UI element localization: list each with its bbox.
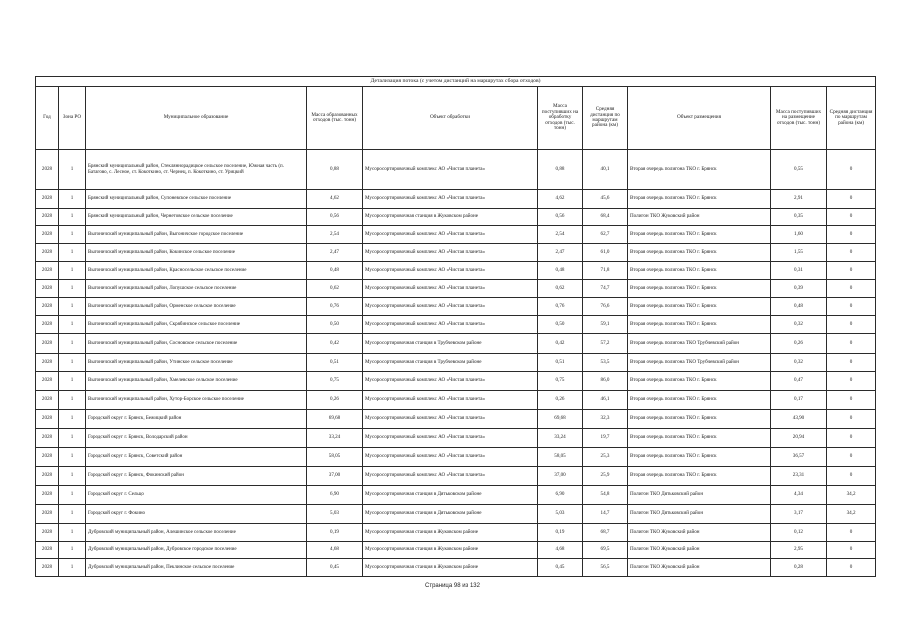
cell-avg-distance-disposal: 34,2	[827, 486, 876, 505]
cell-municipality: Дубровский муниципальный район, Алешинское сельское поселение	[86, 524, 307, 542]
header-municipality: Муниципальное образование	[86, 87, 307, 150]
cell-mass-to-treatment: 0,26	[538, 391, 583, 410]
cell-mass-generated: 4,68	[307, 542, 363, 559]
cell-mass-generated: 0,42	[307, 334, 363, 354]
cell-avg-distance-disposal: 0	[827, 429, 876, 448]
cell-disposal-object: Вторая очередь полигона ТКО г. Брянск	[628, 429, 771, 448]
cell-avg-distance-disposal: 0	[827, 334, 876, 354]
cell-municipality: Выгоничский муниципальный район, Лопушское сельское поселение	[86, 280, 307, 298]
cell-zone: 1	[59, 280, 86, 298]
cell-mass-to-treatment: 0,62	[538, 280, 583, 298]
cell-municipality: Выгоничский муниципальный район, Утинское сельское поселение	[86, 354, 307, 372]
waste-flow-table	[35, 76, 876, 577]
cell-mass-to-treatment: 0,76	[538, 298, 583, 316]
cell-mass-generated: 33,24	[307, 429, 363, 448]
cell-avg-distance-treatment: 40,1	[583, 150, 628, 190]
cell-avg-distance-disposal: 0	[827, 190, 876, 209]
cell-mass-to-disposal: 43,90	[771, 410, 827, 429]
cell-zone: 1	[59, 298, 86, 316]
cell-treatment-object: Мусоросортировочная станция в Жуковском районе	[363, 524, 538, 542]
cell-mass-to-disposal: 2,91	[771, 190, 827, 209]
cell-municipality: Брянский муниципальный район, Чернетовское сельское поселение	[86, 209, 307, 226]
cell-zone: 1	[59, 354, 86, 372]
table-row	[36, 524, 876, 542]
cell-avg-distance-treatment: 25,3	[583, 448, 628, 467]
cell-mass-to-treatment: 0,51	[538, 354, 583, 372]
cell-treatment-object: Мусоросортировочная станция в Жуковском районе	[363, 559, 538, 577]
cell-treatment-object: Мусоросортировочная станция в Жуковском районе	[363, 209, 538, 226]
cell-mass-to-treatment: 4,68	[538, 542, 583, 559]
table-row	[36, 209, 876, 226]
header-avg-distance-disposal: Средняя дистанция по маршрутам района (км)	[827, 87, 876, 150]
cell-municipality: Выгоничский муниципальный район, Орменское сельское поселение	[86, 298, 307, 316]
cell-treatment-object: Мусоросортировочный комплекс АО «Чистая планета»	[363, 190, 538, 209]
cell-avg-distance-treatment: 74,7	[583, 280, 628, 298]
cell-mass-generated: 0,48	[307, 262, 363, 280]
header-mass-generated: Масса образованных отходов (тыс. тонн)	[307, 87, 363, 150]
cell-year: 2028	[36, 542, 59, 559]
cell-municipality: Городской округ г. Сельцо	[86, 486, 307, 505]
cell-municipality: Выгоничский муниципальный район, Кокинское сельское поселение	[86, 244, 307, 262]
cell-year: 2028	[36, 150, 59, 190]
cell-mass-generated: 4,62	[307, 190, 363, 209]
cell-municipality: Выгоничский муниципальный район, Красносельское сельское поселение	[86, 262, 307, 280]
table-row	[36, 486, 876, 505]
cell-zone: 1	[59, 244, 86, 262]
header-disposal-object: Объект размещения	[628, 87, 771, 150]
cell-avg-distance-treatment: 54,8	[583, 486, 628, 505]
cell-municipality: Брянский муниципальный район, Супоневское сельское поселение	[86, 190, 307, 209]
cell-avg-distance-disposal: 0	[827, 262, 876, 280]
cell-year: 2028	[36, 467, 59, 486]
cell-avg-distance-treatment: 46,1	[583, 391, 628, 410]
cell-municipality: Выгоничский муниципальный район, Скрябинское сельское поселение	[86, 316, 307, 334]
cell-avg-distance-disposal: 0	[827, 150, 876, 190]
cell-mass-to-treatment: 33,24	[538, 429, 583, 448]
cell-avg-distance-treatment: 32,3	[583, 410, 628, 429]
cell-avg-distance-treatment: 71,8	[583, 262, 628, 280]
cell-avg-distance-disposal: 0	[827, 559, 876, 577]
cell-treatment-object: Мусоросортировочная станция в Трубчевском районе	[363, 334, 538, 354]
cell-mass-generated: 2,54	[307, 226, 363, 244]
cell-mass-to-disposal: 0,47	[771, 372, 827, 391]
cell-disposal-object: Полигон ТКО Дятьковский район	[628, 505, 771, 524]
cell-avg-distance-disposal: 0	[827, 410, 876, 429]
table-row	[36, 410, 876, 429]
cell-mass-generated: 0,50	[307, 316, 363, 334]
cell-avg-distance-disposal: 0	[827, 226, 876, 244]
cell-zone: 1	[59, 372, 86, 391]
cell-mass-to-treatment: 2,47	[538, 244, 583, 262]
cell-mass-to-disposal: 4,34	[771, 486, 827, 505]
cell-mass-to-disposal: 1,60	[771, 226, 827, 244]
cell-mass-generated: 0,88	[307, 150, 363, 190]
header-avg-distance-treatment: Средняя дистанция по маршрутам района (км)	[583, 87, 628, 150]
cell-disposal-object: Вторая очередь полигона ТКО г. Брянск	[628, 316, 771, 334]
cell-avg-distance-disposal: 0	[827, 316, 876, 334]
cell-avg-distance-treatment: 14,7	[583, 505, 628, 524]
cell-avg-distance-treatment: 68,7	[583, 524, 628, 542]
cell-zone: 1	[59, 391, 86, 410]
cell-mass-to-treatment: 69,68	[538, 410, 583, 429]
cell-year: 2028	[36, 486, 59, 505]
cell-treatment-object: Мусоросортировочный комплекс АО «Чистая планета»	[363, 448, 538, 467]
cell-mass-generated: 2,47	[307, 244, 363, 262]
cell-mass-to-treatment: 5,03	[538, 505, 583, 524]
cell-mass-to-treatment: 2,54	[538, 226, 583, 244]
cell-year: 2028	[36, 559, 59, 577]
cell-avg-distance-treatment: 68,4	[583, 209, 628, 226]
cell-mass-to-disposal: 0,28	[771, 559, 827, 577]
cell-year: 2028	[36, 280, 59, 298]
table-row	[36, 448, 876, 467]
cell-avg-distance-disposal: 0	[827, 209, 876, 226]
cell-year: 2028	[36, 298, 59, 316]
cell-disposal-object: Полигон ТКО Жуковский район	[628, 559, 771, 577]
cell-mass-to-disposal: 0,55	[771, 150, 827, 190]
cell-mass-to-disposal: 0,32	[771, 316, 827, 334]
cell-mass-generated: 37,00	[307, 467, 363, 486]
cell-avg-distance-treatment: 59,1	[583, 316, 628, 334]
cell-treatment-object: Мусоросортировочный комплекс АО «Чистая планета»	[363, 150, 538, 190]
table-row	[36, 316, 876, 334]
cell-treatment-object: Мусоросортировочный комплекс АО «Чистая планета»	[363, 226, 538, 244]
cell-avg-distance-treatment: 19,7	[583, 429, 628, 448]
cell-mass-to-disposal: 0,31	[771, 262, 827, 280]
table-row	[36, 354, 876, 372]
cell-mass-generated: 0,19	[307, 524, 363, 542]
cell-treatment-object: Мусоросортировочный комплекс АО «Чистая планета»	[363, 298, 538, 316]
cell-treatment-object: Мусоросортировочный комплекс АО «Чистая планета»	[363, 391, 538, 410]
cell-avg-distance-disposal: 0	[827, 391, 876, 410]
cell-zone: 1	[59, 542, 86, 559]
table-row	[36, 262, 876, 280]
cell-zone: 1	[59, 226, 86, 244]
cell-mass-to-treatment: 0,45	[538, 559, 583, 577]
cell-municipality: Городской округ г. Брянск, Фокинский район	[86, 467, 307, 486]
cell-year: 2028	[36, 316, 59, 334]
cell-mass-to-treatment: 0,88	[538, 150, 583, 190]
table-row	[36, 467, 876, 486]
cell-year: 2028	[36, 372, 59, 391]
cell-treatment-object: Мусоросортировочная станция в Дятьковском районе	[363, 505, 538, 524]
table-row	[36, 334, 876, 354]
cell-municipality: Городской округ г. Фокино	[86, 505, 307, 524]
cell-zone: 1	[59, 262, 86, 280]
table-caption: Детализация потока (с учетом дистанций на маршрутах сбора отходов)	[36, 77, 876, 87]
cell-mass-generated: 0,51	[307, 354, 363, 372]
cell-year: 2028	[36, 262, 59, 280]
table-body	[36, 150, 876, 577]
cell-avg-distance-disposal: 0	[827, 542, 876, 559]
table-row	[36, 542, 876, 559]
table-row	[36, 298, 876, 316]
cell-mass-to-disposal: 0,32	[771, 354, 827, 372]
table-row	[36, 190, 876, 209]
cell-disposal-object: Вторая очередь полигона ТКО Трубчевский район	[628, 334, 771, 354]
cell-mass-generated: 0,75	[307, 372, 363, 391]
header-zone: Зона РО	[59, 87, 86, 150]
cell-avg-distance-disposal: 0	[827, 244, 876, 262]
table-row	[36, 505, 876, 524]
cell-disposal-object: Полигон ТКО Жуковский район	[628, 524, 771, 542]
cell-treatment-object: Мусоросортировочный комплекс АО «Чистая планета»	[363, 410, 538, 429]
cell-mass-to-disposal: 3,17	[771, 505, 827, 524]
cell-mass-to-treatment: 0,50	[538, 316, 583, 334]
cell-municipality: Выгоничский муниципальный район, Хмелевское сельское поселение	[86, 372, 307, 391]
cell-zone: 1	[59, 410, 86, 429]
cell-mass-to-treatment: 0,56	[538, 209, 583, 226]
cell-treatment-object: Мусоросортировочный комплекс АО «Чистая планета»	[363, 467, 538, 486]
table-row	[36, 280, 876, 298]
cell-municipality: Городской округ г. Брянск, Бежицкий район	[86, 410, 307, 429]
cell-avg-distance-treatment: 45,6	[583, 190, 628, 209]
cell-avg-distance-disposal: 0	[827, 448, 876, 467]
table-row	[36, 244, 876, 262]
cell-disposal-object: Вторая очередь полигона ТКО г. Брянск	[628, 391, 771, 410]
cell-mass-to-treatment: 58,05	[538, 448, 583, 467]
cell-zone: 1	[59, 486, 86, 505]
cell-avg-distance-treatment: 86,0	[583, 372, 628, 391]
cell-year: 2028	[36, 334, 59, 354]
cell-mass-to-disposal: 0,26	[771, 334, 827, 354]
cell-disposal-object: Вторая очередь полигона ТКО г. Брянск	[628, 448, 771, 467]
cell-avg-distance-disposal: 0	[827, 280, 876, 298]
cell-municipality: Городской округ г. Брянск, Советский район	[86, 448, 307, 467]
cell-zone: 1	[59, 505, 86, 524]
cell-year: 2028	[36, 448, 59, 467]
cell-mass-generated: 0,62	[307, 280, 363, 298]
cell-treatment-object: Мусоросортировочный комплекс АО «Чистая планета»	[363, 262, 538, 280]
cell-mass-to-disposal: 36,57	[771, 448, 827, 467]
cell-disposal-object: Полигон ТКО Жуковский район	[628, 209, 771, 226]
cell-municipality: Дубровский муниципальный район, Пеклинское сельское поселение	[86, 559, 307, 577]
cell-mass-generated: 0,45	[307, 559, 363, 577]
header-treatment-object: Объект обработки	[363, 87, 538, 150]
cell-zone: 1	[59, 467, 86, 486]
header-mass-to-disposal: Масса поступивших на размещение отходов (тыс. тонн)	[771, 87, 827, 150]
cell-disposal-object: Вторая очередь полигона ТКО г. Брянск	[628, 298, 771, 316]
cell-zone: 1	[59, 209, 86, 226]
cell-disposal-object: Вторая очередь полигона ТКО Трубчевский район	[628, 354, 771, 372]
cell-mass-to-disposal: 20,94	[771, 429, 827, 448]
cell-zone: 1	[59, 448, 86, 467]
cell-disposal-object: Вторая очередь полигона ТКО г. Брянск	[628, 150, 771, 190]
cell-zone: 1	[59, 524, 86, 542]
cell-mass-generated: 5,03	[307, 505, 363, 524]
cell-mass-to-treatment: 0,42	[538, 334, 583, 354]
cell-year: 2028	[36, 410, 59, 429]
cell-disposal-object: Вторая очередь полигона ТКО г. Брянск	[628, 190, 771, 209]
cell-mass-to-treatment: 0,75	[538, 372, 583, 391]
cell-treatment-object: Мусоросортировочный комплекс АО «Чистая планета»	[363, 316, 538, 334]
table-row	[36, 391, 876, 410]
cell-year: 2028	[36, 226, 59, 244]
cell-treatment-object: Мусоросортировочная станция в Жуковском районе	[363, 542, 538, 559]
cell-disposal-object: Вторая очередь полигона ТКО г. Брянск	[628, 410, 771, 429]
cell-mass-to-treatment: 0,48	[538, 262, 583, 280]
cell-mass-generated: 6,90	[307, 486, 363, 505]
cell-mass-generated: 0,26	[307, 391, 363, 410]
cell-zone: 1	[59, 559, 86, 577]
cell-zone: 1	[59, 316, 86, 334]
cell-municipality: Дубровский муниципальный район, Дубровское городское поселение	[86, 542, 307, 559]
cell-mass-to-treatment: 4,62	[538, 190, 583, 209]
cell-mass-to-disposal: 0,35	[771, 209, 827, 226]
cell-treatment-object: Мусоросортировочный комплекс АО «Чистая планета»	[363, 280, 538, 298]
cell-avg-distance-treatment: 53,5	[583, 354, 628, 372]
cell-disposal-object: Вторая очередь полигона ТКО г. Брянск	[628, 280, 771, 298]
cell-year: 2028	[36, 505, 59, 524]
header-year: Год	[36, 87, 59, 150]
cell-mass-to-disposal: 23,31	[771, 467, 827, 486]
cell-avg-distance-disposal: 0	[827, 467, 876, 486]
table-row	[36, 372, 876, 391]
cell-treatment-object: Мусоросортировочный комплекс АО «Чистая планета»	[363, 244, 538, 262]
cell-year: 2028	[36, 391, 59, 410]
table-row	[36, 226, 876, 244]
cell-disposal-object: Вторая очередь полигона ТКО г. Брянск	[628, 226, 771, 244]
cell-zone: 1	[59, 150, 86, 190]
cell-avg-distance-disposal: 0	[827, 372, 876, 391]
cell-disposal-object: Вторая очередь полигона ТКО г. Брянск	[628, 244, 771, 262]
cell-avg-distance-treatment: 62,7	[583, 226, 628, 244]
table-row	[36, 559, 876, 577]
cell-year: 2028	[36, 354, 59, 372]
cell-zone: 1	[59, 429, 86, 448]
cell-avg-distance-disposal: 0	[827, 524, 876, 542]
cell-treatment-object: Мусоросортировочный комплекс АО «Чистая планета»	[363, 372, 538, 391]
cell-year: 2028	[36, 524, 59, 542]
cell-mass-generated: 58,05	[307, 448, 363, 467]
cell-avg-distance-disposal: 0	[827, 354, 876, 372]
cell-municipality: Брянский муниципальный район, Стекляннорадицкое сельское поселение, Южная часть (п. Батагово, с. Лесное, ст. Кокоткино, ст. Чернец, п. Кокоткино, ст. Урицкий	[86, 150, 307, 190]
cell-avg-distance-treatment: 61,0	[583, 244, 628, 262]
cell-avg-distance-treatment: 69,5	[583, 542, 628, 559]
cell-disposal-object: Вторая очередь полигона ТКО г. Брянск	[628, 467, 771, 486]
page-number: Страница 98 из 132	[425, 583, 480, 589]
cell-avg-distance-disposal: 34,2	[827, 505, 876, 524]
cell-disposal-object: Вторая очередь полигона ТКО г. Брянск	[628, 262, 771, 280]
cell-mass-to-disposal: 2,95	[771, 542, 827, 559]
cell-treatment-object: Мусоросортировочный комплекс АО «Чистая планета»	[363, 429, 538, 448]
header-mass-to-treatment: Масса поступивших на обработку отходов (тыс. тонн)	[538, 87, 583, 150]
cell-mass-to-treatment: 37,00	[538, 467, 583, 486]
cell-disposal-object: Вторая очередь полигона ТКО г. Брянск	[628, 372, 771, 391]
cell-zone: 1	[59, 334, 86, 354]
cell-mass-to-disposal: 1,55	[771, 244, 827, 262]
cell-zone: 1	[59, 190, 86, 209]
cell-avg-distance-treatment: 57,2	[583, 334, 628, 354]
cell-disposal-object: Полигон ТКО Дятьковский район	[628, 486, 771, 505]
cell-mass-generated: 69,68	[307, 410, 363, 429]
cell-disposal-object: Полигон ТКО Жуковский район	[628, 542, 771, 559]
cell-year: 2028	[36, 244, 59, 262]
cell-mass-generated: 0,56	[307, 209, 363, 226]
cell-mass-to-treatment: 0,19	[538, 524, 583, 542]
cell-avg-distance-disposal: 0	[827, 298, 876, 316]
cell-municipality: Городской округ г. Брянск, Володарский район	[86, 429, 307, 448]
cell-mass-to-treatment: 6,90	[538, 486, 583, 505]
cell-municipality: Выгоничский муниципальный район, Хутор-Борское сельское поселение	[86, 391, 307, 410]
cell-mass-generated: 0,76	[307, 298, 363, 316]
cell-mass-to-disposal: 0,39	[771, 280, 827, 298]
cell-year: 2028	[36, 209, 59, 226]
cell-mass-to-disposal: 0,17	[771, 391, 827, 410]
cell-treatment-object: Мусоросортировочная станция в Трубчевском районе	[363, 354, 538, 372]
cell-mass-to-disposal: 0,12	[771, 524, 827, 542]
cell-avg-distance-treatment: 76,6	[583, 298, 628, 316]
cell-year: 2028	[36, 429, 59, 448]
cell-treatment-object: Мусоросортировочная станция в Дятьковском районе	[363, 486, 538, 505]
cell-municipality: Выгоничский муниципальный район, Выгоничское городское поселение	[86, 226, 307, 244]
cell-year: 2028	[36, 190, 59, 209]
table-row	[36, 429, 876, 448]
table-row	[36, 150, 876, 190]
cell-avg-distance-treatment: 56,5	[583, 559, 628, 577]
cell-mass-to-disposal: 0,48	[771, 298, 827, 316]
cell-avg-distance-treatment: 25,9	[583, 467, 628, 486]
cell-municipality: Выгоничский муниципальный район, Сосновское сельское поселение	[86, 334, 307, 354]
